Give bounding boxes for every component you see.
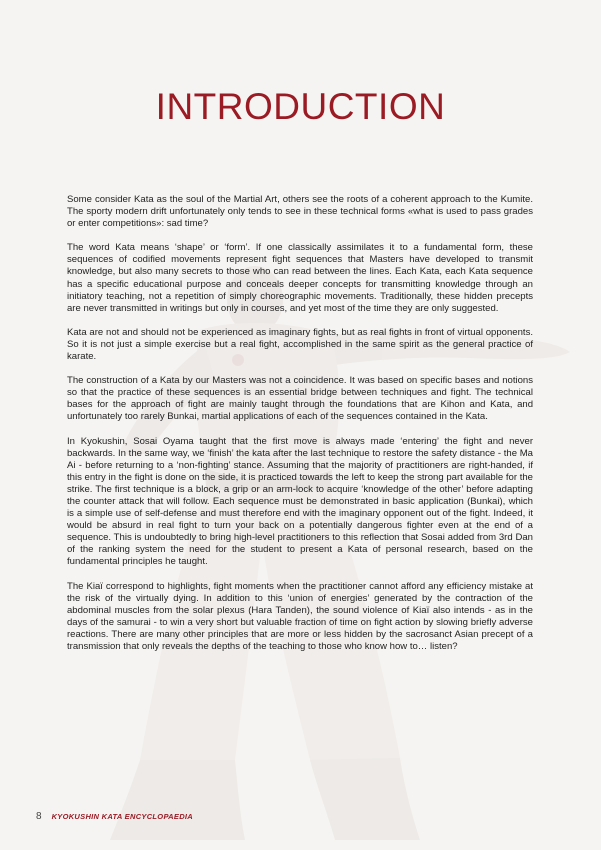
paragraph: Some consider Kata as the soul of the Martial Art, others see the roots of a coherent approach to the Kumite. The sporty modern drift unfortunately only tends to see in these technical forms «what is used to pass grades or enter competitions»: sad time? (67, 194, 533, 230)
paragraph: Kata are not and should not be experienced as imaginary fights, but as real fights in front of virtual opponents. So it is not just a simple exercise but a real fight, accomplished in the same spirit as the general practice of karate. (67, 326, 533, 363)
page-number: 8 (36, 811, 42, 822)
publication-title: KYOKUSHIN KATA ENCYCLOPAEDIA (51, 812, 194, 821)
page-title: INTRODUCTION (155, 86, 446, 127)
paragraph: In Kyokushin, Sosai Oyama taught that the first move is always made ‘entering’ the fight and never backwards. In the same way, we ‘finish’ the kata after the last technique to restore the safety distance - the Ma Ai - before returning to a ‘non-fighting’ stance. Assuming that the majority of practitioners are right-handed, if this entry in the fight is done on the side, it is practiced towards the left to keep the strong part available for the strike. The first technique is a block, a grip or an arm-lock to acquire ‘knowledge of the other’ before adapting the counter attack that will follow. Each sequence must be demonstrated in basic application (Bunkai), which is a simple use of self-defense and must therefore end with the imaginary opponent out of the fight. Indeed, it would be absurd in real fight to turn your back on a potentially dangerous fighter even at the end of a sequence. This is undoubtedly to bring high-level practitioners to this reflection that Sosai added from 3rd Dan of the ranking system the need for the student to present a Kata of personal research, based on the fundamental principles he taught. (67, 435, 533, 568)
paragraph: The word Kata means ‘shape’ or ‘form’. If one classically assimilates it to a fundamental form, these sequences of codified movements represent fight sequences that Masters have developed to transmit knowledge, but also many secrets to those who can read between the lines. Each Kata, each Kata sequence has a specific educational purpose and conceals deeper concepts for transmitting knowledge through an initiatory teaching, not a repetition of simply choreographic movements. Traditionally, these hidden precepts are never transmitted in writings but only in courses, and yet most of the time they are only suggested. (67, 242, 533, 314)
paragraph: The Kiaï correspond to highlights, fight moments when the practitioner cannot afford any efficiency mistake at the risk of the virtually dying. In addition to this ‘union of energies’ generated by the contraction of the abdominal muscles from the solar plexus (Hara Tanden), the sound violence of Kiaï also intends - as in the days of the samurai - to win a very short but valuable fraction of time on fight action by slowing briefly adverse reactions. There are many other principles that are more or less hidden by the sacrosanct Asian precept of a transmission that only reveals the depths of the teaching to those who know how to… listen? (67, 580, 533, 652)
paragraph: The construction of a Kata by our Masters was not a coincidence. It was based on specific bases and notions so that the practice of these sequences is an essential bridge between techniques and fight. The technical bases for the approach of fight are mainly taught through the foundations that are Kihon and Kata, and unfortunately too rarely Bunkai, martial applications of each of the sequences contained in the Kata. (67, 375, 533, 423)
page-footer (36, 811, 193, 822)
body-text (67, 194, 533, 665)
